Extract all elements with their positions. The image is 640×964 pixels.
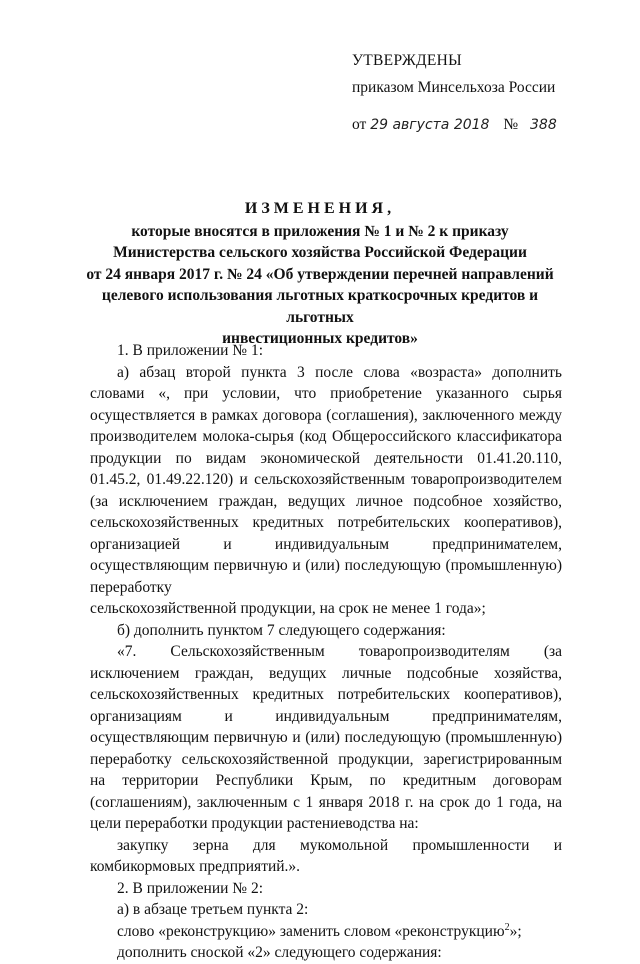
handwritten-number: 388 <box>530 117 557 133</box>
heading-title: ИЗМЕНЕНИЯ, <box>244 200 396 217</box>
heading-line: от 24 января 2017 г. № 24 «Об утверждении перечней направлений <box>86 265 554 283</box>
paragraph-text: слово «реконструкцию» заменить словом «реконструкцию <box>117 922 505 940</box>
paragraph: «7. Сельскохозяйственным товаропроизводителям (за исключением граждан, ведущих личные подсобные хозяйства, сельскохозяйственных кредитных потребительских кооперативов), организациям и индивидуальным предпринимателям, осуществляющим первичную и (или) последующую (промышленную) переработку сельскохозяйственной продукции, зарегистрированным на территории Республики Крым, по кредитным договорам (соглашениям), заключенным с 1 января 2018 г. на срок до 1 года, на цели переработки продукции растениеводства на: <box>90 643 562 832</box>
document-heading <box>70 198 570 350</box>
heading-line: инвестиционных кредитов» <box>222 330 418 347</box>
paragraph: 2. В приложении № 2: <box>117 879 264 897</box>
paragraph <box>90 921 562 943</box>
heading-line: Министерства сельского хозяйства Российской Федерации <box>113 244 527 261</box>
approval-date-line <box>352 114 557 136</box>
paragraph: закупку зерна для мукомольной промышленности и комбикормовых предприятий.». <box>90 836 562 875</box>
paragraph: сельскохозяйственной продукции, на срок не менее 1 года»; <box>90 600 486 617</box>
paragraph: дополнить сноской «2» следующего содержания: <box>117 944 442 961</box>
date-prefix: от <box>352 116 367 133</box>
paragraph-text: »; <box>509 922 522 940</box>
heading-line: целевого использования льготных краткосрочных кредитов и льготных <box>101 287 539 326</box>
paragraph: б) дополнить пунктом 7 следующего содержания: <box>117 621 446 639</box>
number-prefix: № <box>503 116 519 133</box>
approval-order: приказом Минсельхоза России <box>352 79 556 96</box>
approval-block <box>352 50 557 133</box>
footnote-marker: 2 <box>504 921 510 933</box>
heading-line: которые вносятся в приложения № 1 и № 2 к приказу <box>131 222 509 240</box>
paragraph: а) абзац второй пункта 3 после слова «возраста» дополнить словами «, при условии, что приобретение указанного сырья осуществляется в рамках договора (соглашения), заключенного между производителем молока-сырья (код Общероссийского классификатора продукции по видам экономической деятельности 01.41.20.110, 01.45.2, 01.49.22.120) и сельскохозяйственным товаропроизводителем (за исключением граждан, ведущих личное подсобное хозяйство, сельскохозяйственных кредитных потребительских кооперативов), организацией и индивидуальным предпринимателем, осуществляющим первичную и (или) последующую (промышленную) переработку <box>90 363 562 596</box>
paragraph: а) в абзаце третьем пункта 2: <box>117 901 309 918</box>
document-body <box>90 340 562 964</box>
paragraph: 1. В приложении № 1: <box>117 342 264 359</box>
approval-title: УТВЕРЖДЕНЫ <box>352 52 462 69</box>
handwritten-date: 29 августа 2018 <box>370 117 490 133</box>
